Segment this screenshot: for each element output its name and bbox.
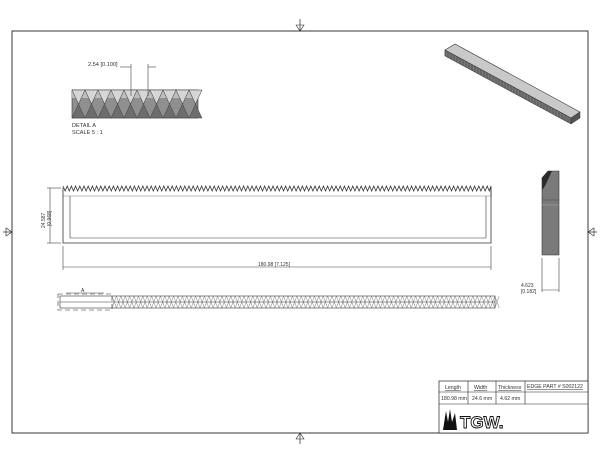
height-dimension-mm: 24.587 <box>41 212 47 228</box>
thickness-dimension-mm: 4.623 <box>521 283 534 289</box>
detail-dimension-label: 2.54 [0.100] <box>88 62 118 68</box>
thickness-dimension-in: [0.182] <box>521 289 537 295</box>
detail-callout-letter: A <box>81 288 85 294</box>
header-width: Width <box>474 385 488 391</box>
title-block <box>439 381 588 433</box>
value-thickness: 4.62 mm <box>500 396 521 402</box>
value-width: 24.6 mm <box>472 396 493 402</box>
value-length: 180.98 mm <box>441 396 467 402</box>
height-dimension-in: [0.968] <box>47 210 53 226</box>
detail-scale: SCALE 5 : 1 <box>72 130 103 136</box>
header-length: Length <box>445 385 461 391</box>
length-dimension: 180.98 [7.125] <box>258 262 290 268</box>
detail-label: DETAIL A <box>72 123 96 129</box>
header-thickness: Thickness <box>498 385 522 391</box>
part-number: EDGE PART # S002122 <box>527 384 583 390</box>
tgw-logo-text: TGW. <box>460 413 504 432</box>
